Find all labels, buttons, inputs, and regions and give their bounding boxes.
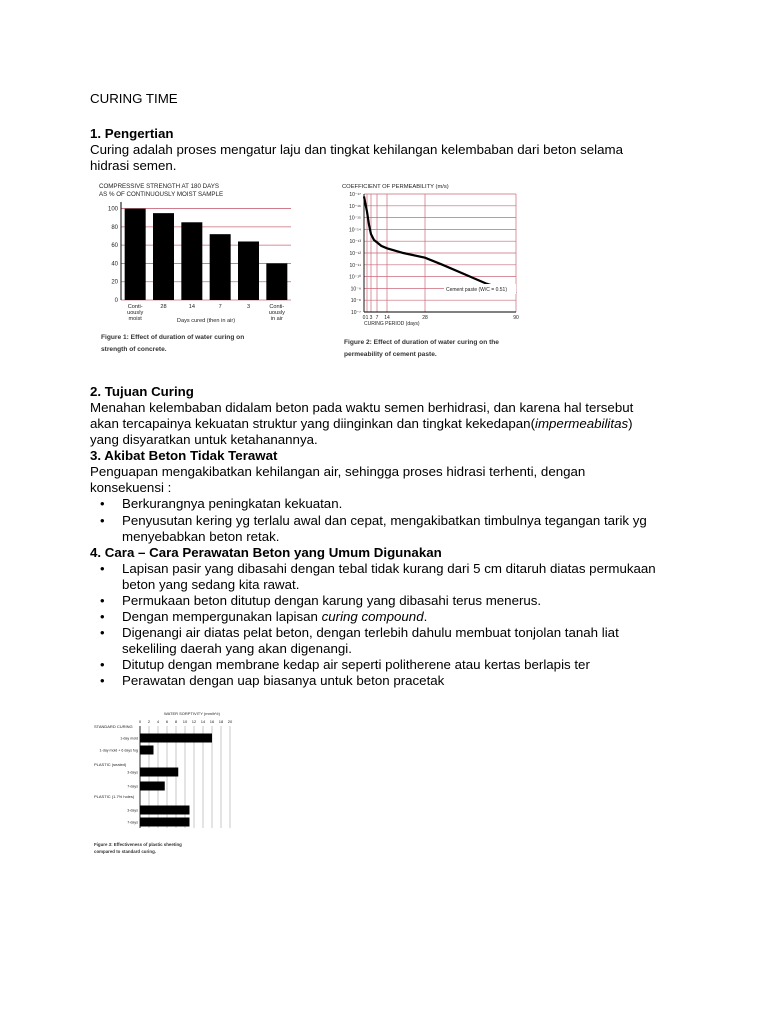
y-tick-label: 10⁻⁸ xyxy=(350,298,361,305)
x-axis-label: CURING PERIOD (days) xyxy=(364,321,420,327)
bullet-icon: • xyxy=(100,496,105,511)
legend-label: Cement paste (W/C = 0.51) xyxy=(446,287,507,293)
y-tick-label: 10⁻¹⁰ xyxy=(349,274,361,281)
list-item: Dengan mempergunakan lapisan curing compound. xyxy=(122,609,428,624)
bullet-icon: • xyxy=(100,561,105,576)
figure-caption: strength of concrete. xyxy=(101,346,167,353)
figure-3-chart xyxy=(92,710,242,860)
y-tick-label: 1-day mold + 6 days fog xyxy=(99,748,138,753)
bar xyxy=(140,782,165,791)
bullet-icon: • xyxy=(100,593,105,608)
x-tick-label: 12 xyxy=(191,719,197,724)
figure-caption: Figure 3: Effectiveness of plastic sheeting xyxy=(94,842,182,847)
y-tick-label: 1-day mold xyxy=(120,736,138,741)
y-tick-label: 10⁻⁹ xyxy=(350,286,361,293)
x-tick-label: 4 xyxy=(156,719,160,724)
x-tick-label: 1 xyxy=(365,315,369,321)
bar xyxy=(140,734,212,743)
x-tick-label: 10 xyxy=(182,719,188,724)
chart-title: COEFFICIENT OF PERMEABILITY (m/s) xyxy=(342,184,449,190)
figure-caption: permeability of cement paste. xyxy=(344,351,437,358)
x-tick-label: Conti- xyxy=(269,304,285,310)
y-tick-label: 10⁻¹⁷ xyxy=(349,192,361,198)
curing-compound-term: curing compound xyxy=(321,609,424,624)
x-tick-label: 7 xyxy=(218,304,222,310)
bullet-icon: • xyxy=(100,673,105,688)
group-label: STANDARD CURING xyxy=(94,724,133,729)
bullet-icon: • xyxy=(100,625,105,640)
y-tick-label: 7-days xyxy=(127,820,138,825)
x-tick-label: 2 xyxy=(147,719,151,724)
bar xyxy=(153,213,174,300)
figure-1-chart xyxy=(95,180,307,358)
x-tick-label: 28 xyxy=(422,315,428,321)
section-2-text: akan tercapainya kekuatan struktur yang diinginkan dan tingkat kekedapan(impermeabilitas) xyxy=(90,416,633,431)
chart-title: COMPRESSIVE STRENGTH AT 180 DAYS xyxy=(99,183,219,190)
section-4-heading: 4. Cara – Cara Perawatan Beton yang Umum Digunakan xyxy=(90,545,442,560)
bar xyxy=(140,768,178,777)
bullet-icon: • xyxy=(100,513,105,528)
list-item: Perawatan dengan uap biasanya untuk beton pracetak xyxy=(122,673,445,688)
figure-caption: Figure 1: Effect of duration of water curing on xyxy=(101,334,245,341)
doc-title: CURING TIME xyxy=(90,91,178,106)
list-item: beton yang sedang kita rawat. xyxy=(122,577,300,592)
figure-2-chart xyxy=(340,180,530,362)
x-tick-label: 8 xyxy=(174,719,178,724)
x-tick-label: 18 xyxy=(218,719,224,724)
y-tick-label: 60 xyxy=(111,243,118,250)
bar xyxy=(210,234,231,300)
y-tick-label: 7-days xyxy=(127,784,138,789)
section-2-text: Menahan kelembaban didalam beton pada waktu semen berhidrasi, dan karena hal tersebut xyxy=(90,400,634,415)
x-tick-label: 16 xyxy=(209,719,215,724)
y-tick-label: 10⁻¹¹ xyxy=(349,262,361,269)
x-tick-label: 90 xyxy=(513,315,519,321)
chart-subtitle: AS % OF CONTINUOUSLY MOIST SAMPLE xyxy=(99,191,224,198)
bar xyxy=(181,222,202,300)
chart-title: WATER SORPTIVITY (mm/h½) xyxy=(164,711,220,716)
section-2-text: yang disyaratkan untuk ketahanannya. xyxy=(90,432,318,447)
x-tick-label: 14 xyxy=(188,304,195,310)
figure-caption: compared to standard curing. xyxy=(94,849,156,854)
bar xyxy=(140,806,190,815)
section-1-text: hidrasi semen. xyxy=(90,158,177,173)
list-item: menyebabkan beton retak. xyxy=(122,529,280,544)
list-item: Lapisan pasir yang dibasahi dengan tebal tidak kurang dari 5 cm ditaruh diatas permukaan xyxy=(122,561,656,576)
y-tick-label: 10⁻¹³ xyxy=(349,239,361,246)
figure-caption: Figure 2: Effect of duration of water curing on the xyxy=(344,339,499,346)
y-tick-label: 10⁻¹⁴ xyxy=(348,227,361,234)
bar xyxy=(238,241,259,300)
x-tick-label: 0 xyxy=(362,315,366,321)
x-tick-label: 3 xyxy=(246,304,251,310)
bullet-icon: • xyxy=(100,657,105,672)
x-tick-label: 7 xyxy=(375,315,379,321)
list-item: sekeliling daerah yang akan digenangi. xyxy=(122,641,352,656)
x-tick-label: 14 xyxy=(200,719,206,724)
x-tick-label: 3 xyxy=(369,315,373,321)
x-tick-label: uously xyxy=(268,310,285,316)
list-item: Permukaan beton ditutup dengan karung yang dibasahi terus menerus. xyxy=(122,593,542,608)
section-3-heading: 3. Akibat Beton Tidak Terawat xyxy=(90,448,278,463)
y-tick-label: 3-days xyxy=(127,770,138,775)
y-tick-label: 20 xyxy=(111,279,118,286)
section-1-text: Curing adalah proses mengatur laju dan tingkat kehilangan kelembaban dari beton selama xyxy=(90,142,623,157)
y-tick-label: 10⁻¹⁵ xyxy=(349,215,361,222)
section-3-text: Penguapan mengakibatkan kehilangan air, sehingga proses hidrasi terhenti, dengan xyxy=(90,464,586,479)
bullet-icon: • xyxy=(100,609,105,624)
impermeabilitas-term: impermeabilitas xyxy=(535,416,629,431)
list-item: Penyusutan kering yg terlalu awal dan cepat, mengakibatkan timbulnya tegangan tarik yg xyxy=(122,513,647,528)
y-tick-label: 100 xyxy=(107,206,118,213)
group-label: PLASTIC (sealed) xyxy=(94,762,127,767)
y-tick-label: 80 xyxy=(111,224,118,231)
section-3-text: konsekuensi : xyxy=(90,480,172,495)
section-2-heading: 2. Tujuan Curing xyxy=(90,384,194,399)
group-label: PLASTIC (1.7% holes) xyxy=(94,794,135,799)
x-tick-label: 28 xyxy=(160,304,167,310)
bar xyxy=(266,263,287,300)
section-1-heading: 1. Pengertian xyxy=(90,126,174,141)
x-tick-label: moist xyxy=(128,316,142,322)
list-item: Berkurangnya peningkatan kekuatan. xyxy=(122,496,343,511)
bar xyxy=(125,209,146,300)
bar xyxy=(140,818,190,827)
y-tick-label: 3-days xyxy=(127,808,138,813)
x-tick-label: uously xyxy=(127,310,144,316)
y-tick-label: 10⁻¹⁶ xyxy=(349,203,361,210)
x-axis-label: Days cured (then in air) xyxy=(176,318,236,324)
y-tick-label: 0 xyxy=(114,298,118,304)
x-tick-label: 6 xyxy=(165,719,169,724)
x-tick-label: 0 xyxy=(138,719,142,724)
x-tick-label: in air xyxy=(270,316,283,322)
y-tick-label: 10⁻¹² xyxy=(349,251,361,257)
x-tick-label: Conti- xyxy=(127,304,143,310)
list-item: Ditutup dengan membrane kedap air seperti politherene atau kertas berlapis ter xyxy=(122,657,590,672)
bar xyxy=(140,746,154,755)
list-item: Digenangi air diatas pelat beton, dengan terlebih dahulu membuat tonjolan tanah liat xyxy=(122,625,619,640)
x-tick-label: 14 xyxy=(384,315,390,321)
y-tick-label: 10⁻⁷ xyxy=(350,310,361,316)
y-tick-label: 40 xyxy=(111,261,118,268)
x-tick-label: 20 xyxy=(227,719,233,724)
